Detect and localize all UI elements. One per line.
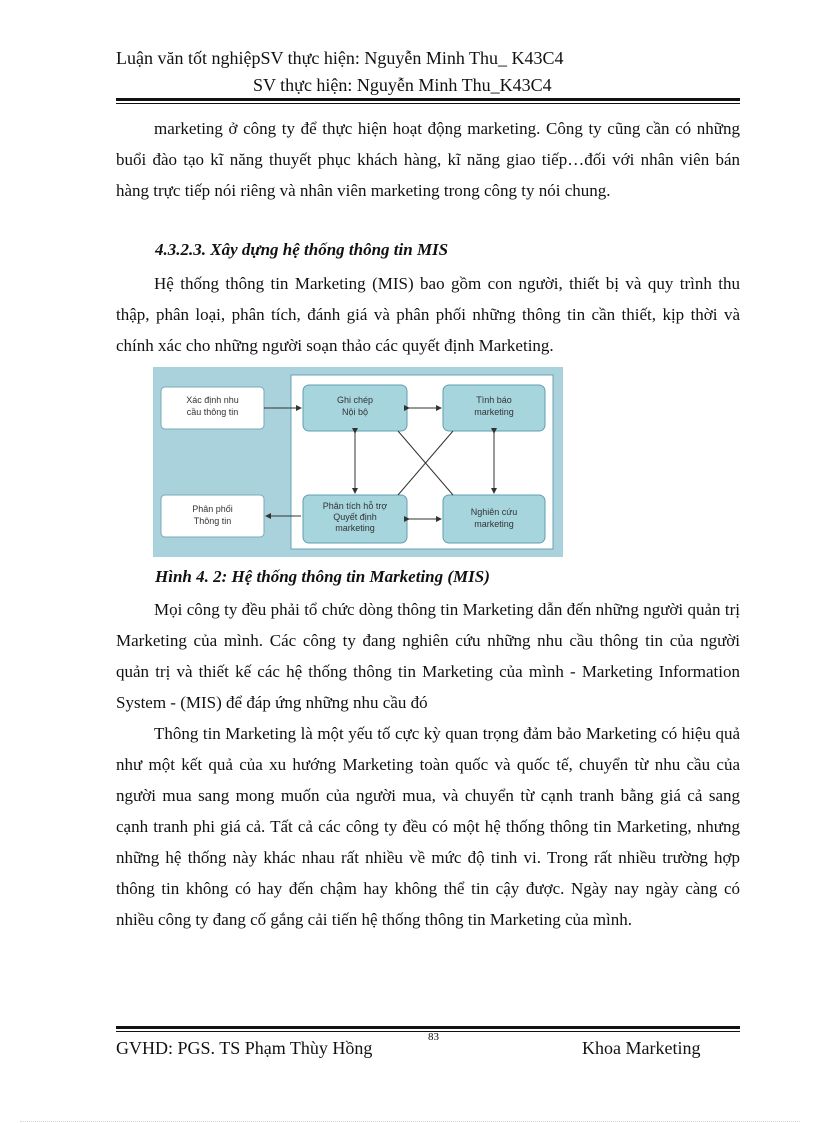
box-distribution-line-1: Phân phối [192,504,233,514]
box-intelligence-line-2: marketing [474,407,514,417]
paragraph-1: marketing ở công ty để thực hiện hoạt động marketing. Công ty cũng cần có những buổi đào tạo kĩ năng thuyết phục khách hàng, kĩ năng giao tiếp…đối với nhân viên bán hàng trực tiếp nói riêng và nhân viên marketing trong công ty nói chung. [116,119,740,200]
box-analysis-line-1: Phân tích hỗ trợ [322,501,388,511]
footer-department: Khoa Marketing [582,1038,701,1058]
box-analysis-line-3: marketing [335,523,375,533]
mis-diagram [153,367,563,557]
box-distribution-line-2: Thông tin [193,516,232,526]
box-research-line-2: marketing [474,519,514,529]
box-needs-line-2: cầu thông tin [186,407,239,417]
header-line-1: Luận văn tốt nghiệpSV thực hiện: Nguyễn Minh Thu_ K43C4 [116,48,564,68]
header-rule-thick [116,98,740,101]
box-analysis-line-2: Quyết định [333,512,377,522]
box-research-line-1: Nghiên cứu [470,507,518,517]
header-rule-thin [116,103,740,104]
box-needs-line-1: Xác định nhu [186,395,239,405]
bottom-dotted-border [20,1121,800,1122]
paragraph-3: Mọi công ty đều phải tổ chức dòng thông tin Marketing dẫn đến những người quản trị Marketing của mình. Các công ty đang nghiên cứu những nhu cầu thông tin của người quản trị và thiết kế các hệ thống thông tin Marketing của mình - Marketing Information System - (MIS) để đáp ứng những nhu cầu đó [116,600,740,712]
page-number: 83 [428,1031,439,1043]
header-line-2: SV thực hiện: Nguyễn Minh Thu_K43C4 [253,75,552,95]
footer-advisor: GVHD: PGS. TS Phạm Thùy Hồng [116,1038,373,1058]
paragraph-2: Hệ thống thông tin Marketing (MIS) bao gồm con người, thiết bị và quy trình thu thập, phân loại, phân tích, đánh giá và phân phối những thông tin cần thiết, kịp thời và chính xác cho những người soạn thảo các quyết định Marketing. [116,274,740,355]
box-internal-line-2: Nội bộ [341,407,369,417]
footer-rule-thick [116,1026,740,1029]
box-intelligence-line-1: Tình báo [476,395,512,405]
paragraph-4: Thông tin Marketing là một yếu tố cực kỳ quan trọng đảm bảo Marketing có hiệu quả như một kết quả của xu hướng Marketing toàn quốc và quốc tế, chuyển từ nhu cầu của người mua sang mong muốn của người mua, và chuyển từ cạnh tranh bằng giá cả sang cạnh tranh phi giá cả. Tất cả các công ty đều có một hệ thống thông tin Marketing, nhưng những hệ thống này khác nhau rất nhiều về mức độ tinh vi. Trong rất nhiều trường hợp thông tin không có hay đến chậm hay không thể tin cậy được. Ngày nay ngày càng có nhiều công ty đang cố gắng cải tiến hệ thống thông tin Marketing của mình. [116,724,740,929]
box-internal-line-1: Ghi chép [336,395,374,405]
section-heading: 4.3.2.3. Xây dựng hệ thống thông tin MIS [155,240,449,259]
figure-caption: Hình 4. 2: Hệ thống thông tin Marketing (MIS) [155,567,490,586]
